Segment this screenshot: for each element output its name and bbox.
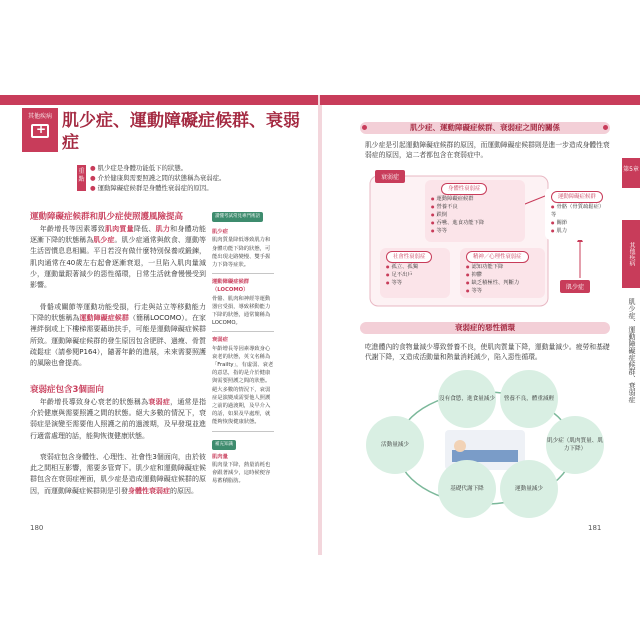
diagram-intro: 肌少症是引起運動障礙症候群的原因，而運動障礙症候群則是進一步造成身體性衰弱症的原因，這二者都包含在衰弱症中。 [365,141,610,159]
glossary-desc: 年齡增長等因素導致身心衰老的狀態，英文名稱為「Frailty」，有虛弱、衰老的意思，指的是介於健康與需要照護之間的狀態。絕大多數的情況下，衰弱症是演變成需要他人照護之前的過渡期，及早介入的話，如果及早處理，就能夠恢復健康狀態。 [212,345,274,426]
chapter-tab: 第5章 [622,158,640,188]
category-box [22,108,58,152]
top-band [320,95,640,105]
social-frailty-box: 社會性衰弱症 ● 孤立、孤獨 ● 足不出戶 ● 等等 [380,248,450,298]
body-paragraph: 骨骼或關節等運動功能受損，行走與站立等移動能力下降的狀態稱為運動障礙症候群（簡稱LOCOMO）。在家裡絆倒或上下樓梯需要藉助扶手，可能是運動障礙症候群所致。運動障礙症候群的發生原因包含肥胖、過瘦、骨質疏鬆症（請參閱P164），隨著年齡的進展，未來需要照護的風險也會提高。 [30,303,207,368]
glossary-term: 肌少症 [212,229,228,236]
relationship-diagram [365,170,615,310]
key-points-list [90,163,225,193]
physical-frailty-label: 身體性衰弱症 [441,183,487,195]
page-number: 181 [588,524,602,532]
cycle-node: 運動量減少 [500,460,558,518]
social-frailty-label: 社會性衰弱症 [386,251,432,263]
body-paragraph: 年齡增長導致身心衰老的狀態稱為衰弱症，通常是指介於健康與需要照護之間的狀態。絕大多數的情況下，衰弱症是演變至需要他人照護之前的過渡期，及早發現並進行適當處理的話，能夠恢復健康狀態。 [30,398,207,440]
medical-kit-icon [31,124,49,138]
cycle-node: 沒有食慾，進食量減少 [438,370,496,428]
cycle-node: 肌少症（肌肉質量、肌力下降） [546,416,604,474]
top-band [0,95,320,105]
locomo-box: 運動障礙症候群 ● 骨骼（骨質疏鬆症）等 ● 關節 ● 肌力 [545,188,615,240]
category-label: 其他疾病 [27,113,52,120]
cycle-node: 活動量減少 [366,416,424,474]
key-point: ● 介於健康與需要照護之間的狀態稱為衰弱症。 [90,173,225,183]
physical-frailty-box: 身體性衰弱症 ● 運動障礙症候群 ● 營養不良 ● 跌倒 ● 吞嚥、進食功能下降 ● 等等 [425,180,525,242]
diagram-intro: 吃進體內的食物量減少導致營養不良，使肌肉質量下降，運動量減少。疲勞和基礎代謝下降，又造成活動量和熱量消耗減少，陷入惡性循環。 [365,343,610,361]
diagram-title: 衰弱症的惡性循環 [455,323,515,332]
glossary-term: 肌肉量 [212,453,228,460]
section-heading: 衰弱症包含3個面向 [30,385,104,395]
vicious-cycle-diagram [360,370,610,520]
key-point: ● 運動障礙症候群是身體性衰弱症的原因。 [90,183,225,193]
page-title: 肌少症、運動障礙症候群、衰弱症 [62,111,300,153]
section-heading: 運動障礙症候群和肌少症使照護風險提高 [30,212,184,222]
section-tab: 其他疾病 [622,220,640,288]
glossary-desc: 肌肉量下降，熱量消耗也會跟著減少，這時候便容易蓄積脂肪。 [212,462,271,485]
glossary-desc: 骨骼、肌肉和神經等運動器官受損，導致移動能力下降的狀態，通常簡稱為LOCOMO。 [212,295,271,327]
mental-frailty-box: 精神／心理性衰弱症 ● 認知功能下降 ● 抑鬱 ● 缺乏積極性、判斷力 ● 等等 [460,248,545,298]
glossary-term: 衰弱症 [212,337,228,344]
mental-frailty-label: 精神／心理性衰弱症 [466,251,529,263]
body-paragraph: 年齡增長等因素導致肌肉質量降低、肌力和身體功能逐漸下降的狀態稱為肌少症。肌少症通常與飲食、運動等生活習慣息息相關。平日若沒有做什麼特別保養或鍛鍊，肌肉通常在40歲左右起會逐漸衰退，一旦陷入肌肉量減少，運動量跟著減少的惡性循環，日常生活就會慢慢受到影響。 [30,225,207,290]
frail-label: 衰弱症 [375,170,405,183]
sarcopenia-label: 肌少症 [560,280,590,293]
locomo-label: 運動障礙症候群 [551,191,603,203]
diagram-title: 肌少症、運動障礙症候群、衰弱症之間的關係 [410,123,560,132]
cycle-node: 基礎代謝下降 [438,460,496,518]
glossary-term: 運動障礙症候群（LOCOMO） [212,279,250,294]
glossary-desc: 肌肉質量降低導致肌力和身體功能下降的狀態，可能出現走路變慢、雙手握力下降等症狀。 [212,237,271,269]
key-point: ● 肌少症是身體功能低下的狀態。 [90,163,225,173]
sidebar-glossary [212,212,274,486]
side-running-title: 肌少症、運動障礙症候群、衰弱症 [628,298,636,403]
cycle-node: 營養不良，體重減輕 [500,370,558,428]
right-page [320,0,640,640]
page-number: 180 [30,524,44,532]
glossary-tag: 讀懂考試常見專門術語 [212,212,263,222]
body-paragraph: 衰弱症包含身體性、心理性、社會性3個面向，由於彼此之間相互影響，需要多管齊下。肌少症和運動障礙症候群包含在衰弱症裡面，肌少症是造成運動障礙症候群的原因，而運動障礙症候群則是引發身體性衰弱症的原因。 [30,453,206,495]
supplement-tag: 補充知識 [212,440,236,450]
key-points-tag: 重點 [77,165,86,191]
